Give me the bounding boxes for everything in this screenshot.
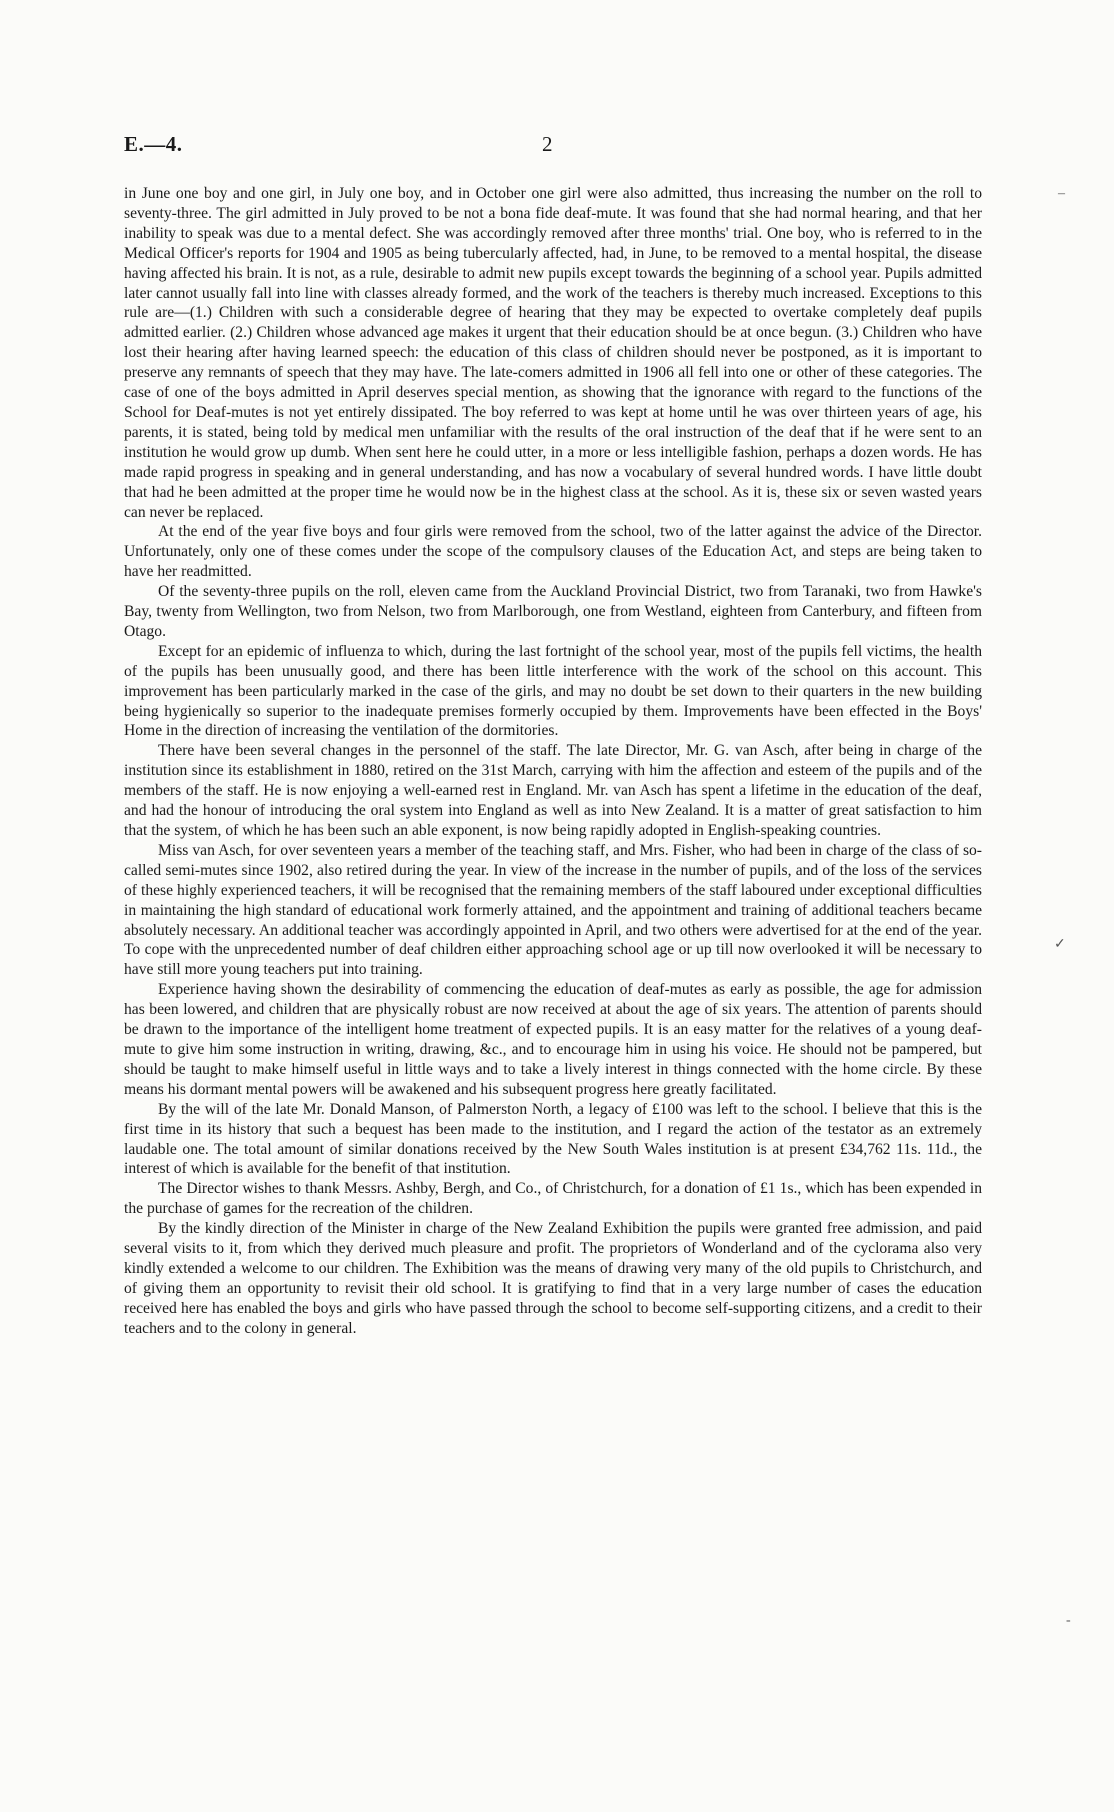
page-number: 2 bbox=[542, 132, 553, 156]
report-body bbox=[124, 184, 982, 1339]
paragraph-exhibition: By the kindly direction of the Minister in charge of the New Zealand Exhibition the pupils were granted free admission, and paid several visits to it, from which they derived much pleasure and profit. The proprietors of Wonderland and of the cyclorama also very kindly extended a welcome to our children. The Exhibition was the means of drawing very many of the old pupils to Christchurch, and of giving them an opportunity to revisit their old school. It is gratifying to find that in a very large number of cases the education received here has enabled the boys and girls who have passed through the school to become self-supporting citizens, and a credit to their teachers and to the colony in general. bbox=[124, 1220, 982, 1337]
paragraph-legacy: By the will of the late Mr. Donald Manson, of Palmerston North, a legacy of £100 was left to the school. I believe that this is the first time in its history that such a bequest has been made to the institution, and I regard the action of the testator as an extremely laudable one. The total amount of similar donations received by the New South Wales institution is at present £34,762 11s. 11d., the interest of which is available for the benefit of that institution. bbox=[124, 1100, 982, 1178]
paragraph-admission-age: Experience having shown the desirability of commencing the education of deaf-mutes as early as possible, the age for admission has been lowered, and children that are physically robust are now received at about the age of six years. The attention of parents should be drawn to the importance of the intelligent home treatment of expected pupils. It is an easy matter for the relatives of a young deaf-mute to give him some instruction in writing, drawing, &c., and to encourage him in using his voice. He should not be pampered, but should be taught to make himself useful in little ways and to take a lively interest in things connected with the home circle. By these means his dormant mental powers will be awakened and his subsequent progress here greatly facilitated. bbox=[124, 981, 982, 1098]
margin-dash-icon: - bbox=[1066, 1613, 1071, 1628]
paragraph-admissions: in June one boy and one girl, in July one boy, and in October one girl were also admitted, thus increasing the number on the roll to seventy-three. The girl admitted in July proved to be not a bona fide deaf-mute. It was found that she had normal hearing, and that her inability to speak was due to a mental defect. She was accordingly removed after three months' trial. One boy, who is referred to in the Medical Officer's reports for 1904 and 1905 as being tubercularly affected, had, in June, to be removed to a mental hospital, the disease having affected his brain. It is not, as a rule, desirable to admit new pupils except towards the beginning of a school year. Pupils admitted later cannot usually fall into line with classes already formed, and the work of the teachers is thereby much increased. Exceptions to this rule are—(1.) Children with such a considerable degree of hearing that they may be expected to overtake completely deaf pupils admitted earlier. (2.) Children whose advanced age makes it urgent that their education should be at once begun. (3.) Children who have lost their hearing after having learned speech: the education of this class of children should never be postponed, as it is important to preserve any remnants of speech that they may have. The late-comers admitted in 1906 all fell into one or other of these categories. The case of one of the boys admitted in April deserves special mention, as showing that the ignorance with regard to the functions of the School for Deaf-mutes is not yet entirely dissipated. The boy referred to was kept at home until he was over thirteen years of age, his parents, it is stated, being told by medical men unfamiliar with the results of the oral instruction of the deaf that if he were sent to an institution he would grow up dumb. When sent here he could utter, in a more or less intelligible fashion, perhaps a dozen words. He has made rapid progress in speaking and in general understanding, and has now a vocabulary of several hundred words. I have little doubt that had he been admitted at the proper time he would now be in the highest class at the school. As it is, these six or seven wasted years can never be replaced. bbox=[124, 185, 982, 521]
paragraph-districts: Of the seventy-three pupils on the roll, eleven came from the Auckland Provincial District, two from Taranaki, two from Hawke's Bay, twenty from Wellington, two from Nelson, two from Marlborough, one from Westland, eighteen from Canterbury, and fifteen from Otago. bbox=[124, 583, 982, 640]
paragraph-removals: At the end of the year five boys and four girls were removed from the school, two of the latter against the advice of the Director. Unfortunately, only one of these comes under the scope of the compulsory clauses of the Education Act, and steps are being taken to have her readmitted. bbox=[124, 523, 982, 581]
paragraph-staff-changes: There have been several changes in the personnel of the staff. The late Director, Mr. G. van Asch, after being in charge of the institution since its establishment in 1880, retired on the 31st March, carrying with him the affection and esteem of the pupils and of the members of the staff. He is now enjoying a well-earned rest in England. Mr. van Asch has spent a lifetime in the education of the deaf, and had the honour of introducing the oral system into England as well as into New Zealand. It is a matter of great satisfaction to him that the system, of which he has been such an able exponent, is now being rapidly adopted in English-speaking countries. bbox=[124, 742, 982, 839]
page-header bbox=[124, 132, 984, 162]
margin-tick-icon: ✓ bbox=[1054, 937, 1066, 952]
paragraph-health: Except for an epidemic of influenza to which, during the last fortnight of the school year, most of the pupils fell victims, the health of the pupils has been unusually good, and there has been little interference with the work of the school on this account. This improvement has been particularly marked in the case of the girls, and may no doubt be set down to their quarters in the new building being hygienically so superior to the inadequate premises formerly occupied by them. Improvements have been effected in the Boys' Home in the direction of increasing the ventilation of the dormitories. bbox=[124, 642, 982, 740]
paragraph-donation: The Director wishes to thank Messrs. Ashby, Bergh, and Co., of Christchurch, for a donation of £1 1s., which has been expended in the purchase of games for the recreation of the children. bbox=[124, 1180, 982, 1218]
document-reference: E.—4. bbox=[124, 132, 183, 156]
margin-mark-icon: – bbox=[1058, 186, 1065, 201]
paragraph-retirements: Miss van Asch, for over seventeen years a member of the teaching staff, and Mrs. Fisher, who had been in charge of the class of so-called semi-mutes since 1902, also retired during the year. In view of the increase in the number of pupils, and of the loss of the services of these highly experienced teachers, it will be recognised that the remaining members of the staff laboured under exceptional difficulties in maintaining the high standard of educational work formerly attained, and the appointment and training of additional teachers became absolutely necessary. An additional teacher was accordingly appointed in April, and two others were advertised for at the end of the year. To cope with the unprecedented number of deaf children either approaching school age or up till now overlooked it will be necessary to have still more young teachers put into training. bbox=[124, 841, 982, 979]
